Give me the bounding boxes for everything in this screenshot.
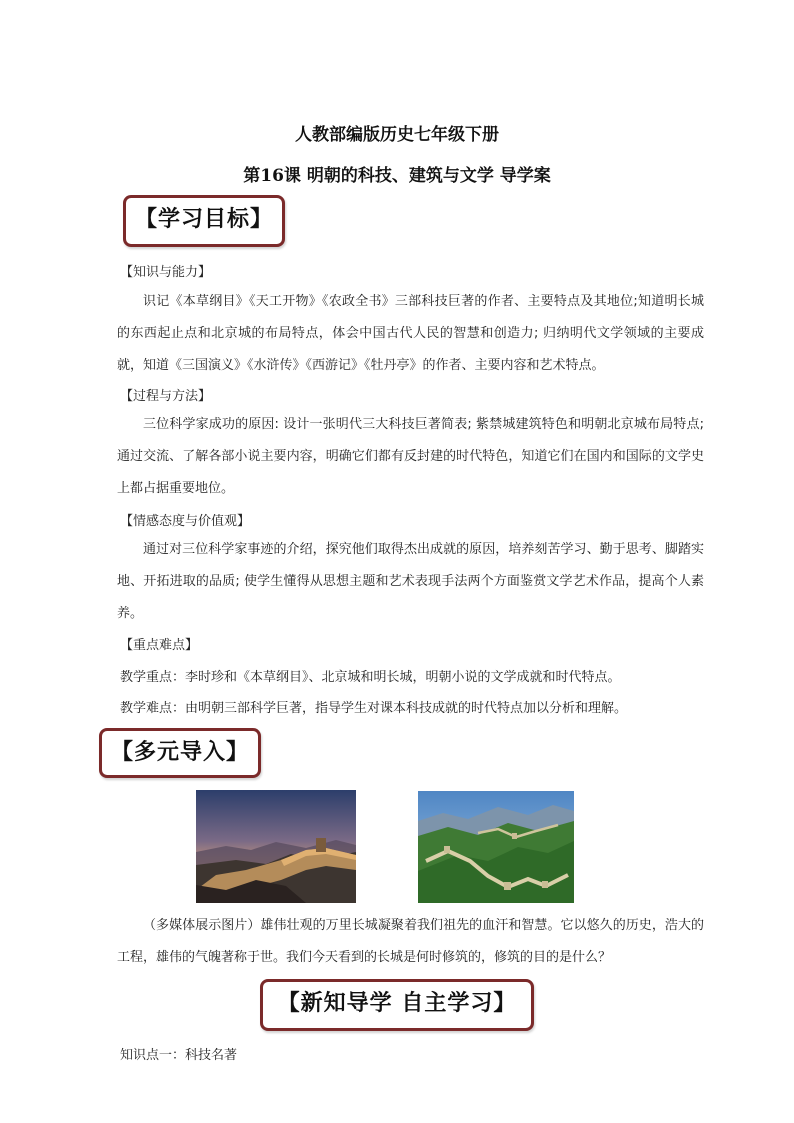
great-wall-green-photo [418, 791, 574, 903]
process-heading: 【过程与方法】 [120, 389, 212, 404]
intro-heading-box [99, 728, 261, 778]
new-knowledge-heading-box [260, 979, 534, 1031]
new-knowledge-heading: 【新知导学 自主学习】 [277, 991, 517, 1016]
intro-heading: 【多元导入】 [110, 740, 249, 765]
intro-paragraph: （多媒体展示图片）雄伟壮观的万里长城凝聚着我们祖先的血汗和智慧。它以悠久的历史，浩大的工程，雄伟的气魄著称于世。我们今天看到的长城是何时修筑的，修筑的目的是什么？ [117, 918, 704, 965]
process-paragraph: 三位科学家成功的原因: 设计一张明代三大科技巨著简表; 紫禁城建筑特色和明朝北京城布局特点; 通过交流、了解各部小说主要内容，明确它们都有反封建的时代特色，知道它们在国内和国际的文学史上都占据重要地位。 [117, 417, 704, 496]
knowledge-point-one: 知识点一：科技名著 [120, 1048, 238, 1063]
lesson-title: 第16课 明朝的科技、建筑与文学 导学案 [243, 166, 551, 186]
emotion-heading: 【情感态度与价值观】 [120, 514, 251, 529]
goals-heading: 【学习目标】 [134, 207, 273, 232]
great-wall-sunset-photo [196, 790, 356, 903]
goals-heading-box [123, 195, 285, 247]
keypoints-heading: 【重点难点】 [120, 638, 199, 653]
difficult-point-text: 教学难点：由明朝三部科学巨著，指导学生对课本科技成就的时代特点加以分析和理解。 [120, 701, 628, 716]
emotion-paragraph: 通过对三位科学家事迹的介绍，探究他们取得杰出成就的原因，培养刻苦学习、勤于思考、脚踏实地、开拓进取的品质; 使学生懂得从思想主题和艺术表现手法两个方面鉴赏文学艺术作品，提高个人素养。 [117, 542, 704, 621]
knowledge-paragraph: 识记《本草纲目》《天工开物》《农政全书》三部科技巨著的作者、主要特点及其地位;知道明长城的东西起止点和北京城的布局特点，体会中国古代人民的智慧和创造力; 归纳明代文学领域的主要成就，知道《三国演义》《水浒传》《西游记》《牡丹亭》的作者、主要内容和艺术特点。 [117, 294, 704, 373]
document-title: 人教部编版历史七年级下册 [295, 125, 499, 145]
knowledge-heading: 【知识与能力】 [120, 265, 212, 280]
key-point-text: 教学重点：李时珍和《本草纲目》、北京城和明长城，明朝小说的文学成就和时代特点。 [120, 670, 621, 685]
